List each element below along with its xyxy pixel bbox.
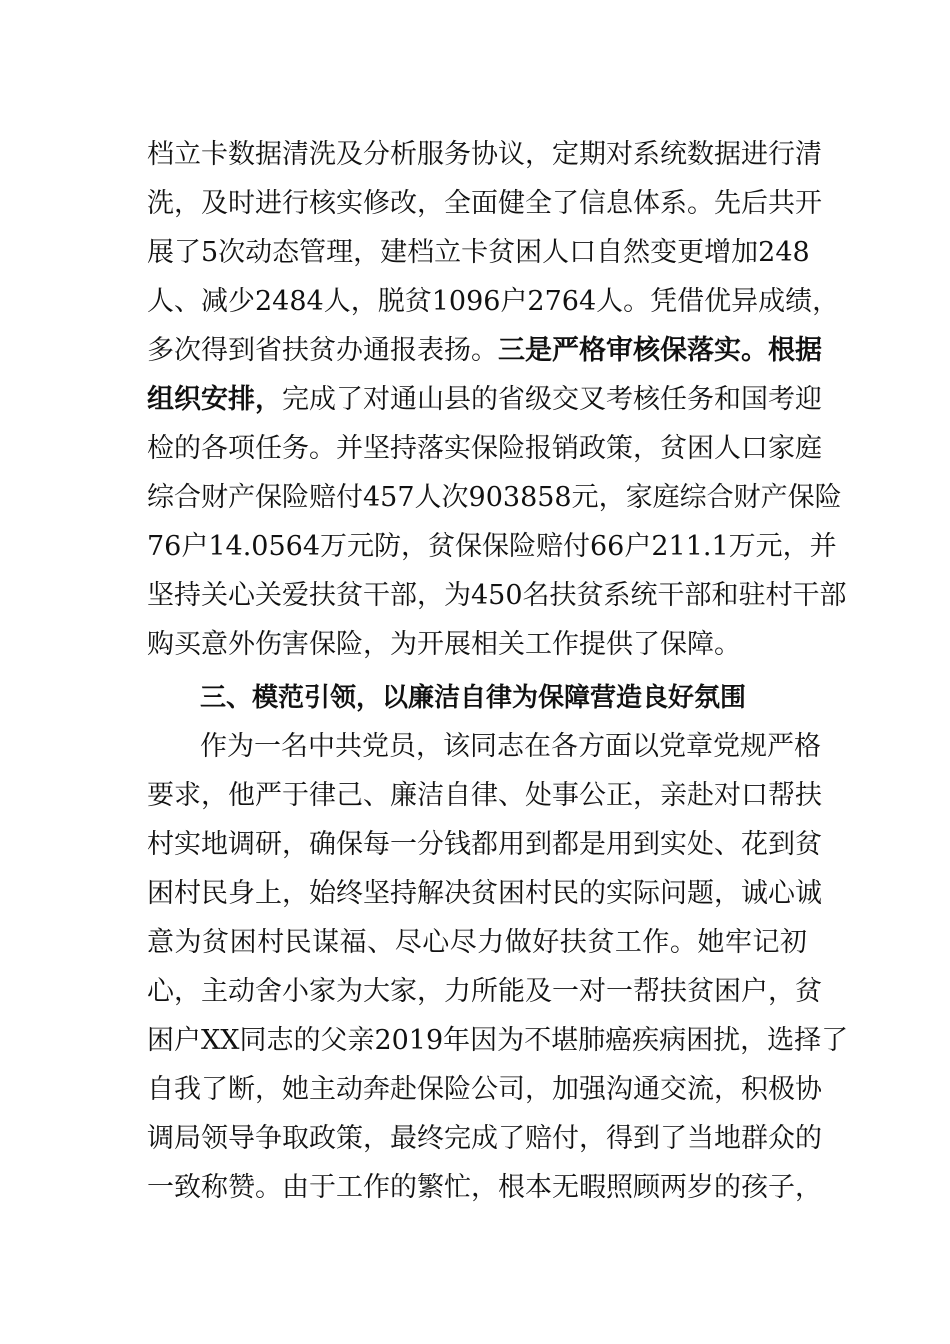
body-text-line: 心，主动舍小家为大家，力所能及一对一帮扶贫困户，贫 [147, 976, 822, 1007]
body-text-line: 困户XX同志的父亲2019年因为不堪肺癌疾病困扰，选择了 [147, 1025, 849, 1056]
bold-emphasis-text: 组织安排， [147, 384, 282, 415]
body-text-line: 展了5次动态管理，建档立卡贫困人口自然变更增加248 [147, 237, 810, 268]
body-text-line-mixed [147, 327, 822, 375]
body-text-line: 作为一名中共党员，该同志在各方面以党章党规严格 [200, 731, 821, 762]
body-text-line: 一致称赞。由于工作的繁忙，根本无暇照顾两岁的孩子， [147, 1172, 822, 1203]
body-text-line: 意为贫困村民谋福、尽心尽力做好扶贫工作。她牢记初 [147, 927, 807, 958]
body-text-line: 自我了断，她主动奔赴保险公司，加强沟通交流，积极协 [147, 1074, 822, 1105]
body-text-line: 调局领导争取政策，最终完成了赔付，得到了当地群众的 [147, 1123, 822, 1154]
body-text-line: 村实地调研，确保每一分钱都用到都是用到实处、花到贫 [147, 829, 822, 860]
body-text-line: 人、减少2484人，脱贫1096户2764人。凭借优异成绩， [147, 286, 840, 317]
body-text-line: 购买意外伤害保险，为开展相关工作提供了保障。 [147, 629, 741, 660]
body-text-segment: 完成了对通山县的省级交叉考核任务和国考迎 [282, 384, 822, 415]
body-text-line: 洗，及时进行核实修改，全面健全了信息体系。先后共开 [147, 188, 822, 219]
body-text-line-mixed [147, 376, 822, 424]
body-text-line: 要求，他严于律己、廉洁自律、处事公正，亲赴对口帮扶 [147, 780, 822, 811]
body-text-line: 困村民身上，始终坚持解决贫困村民的实际问题，诚心诚 [147, 878, 822, 909]
body-text-line: 综合财产保险赔付457人次903858元，家庭综合财产保险 [147, 482, 842, 513]
section-heading: 三、模范引领，以廉洁自律为保障营造良好氛围 [200, 683, 747, 713]
body-text-line: 坚持关心关爱扶贫干部，为450名扶贫系统干部和驻村干部 [147, 580, 847, 611]
bold-emphasis-text: 三是严格审核保落实。根据 [498, 335, 822, 366]
body-text-line: 76户14.0564万元防，贫保保险赔付66户211.1万元，并 [147, 531, 837, 562]
body-text-line: 检的各项任务。并坚持落实保险报销政策，贫困人口家庭 [147, 433, 822, 464]
body-text-segment: 多次得到省扶贫办通报表扬。 [147, 335, 498, 366]
body-text-line: 档立卡数据清洗及分析服务协议，定期对系统数据进行清 [147, 139, 822, 170]
